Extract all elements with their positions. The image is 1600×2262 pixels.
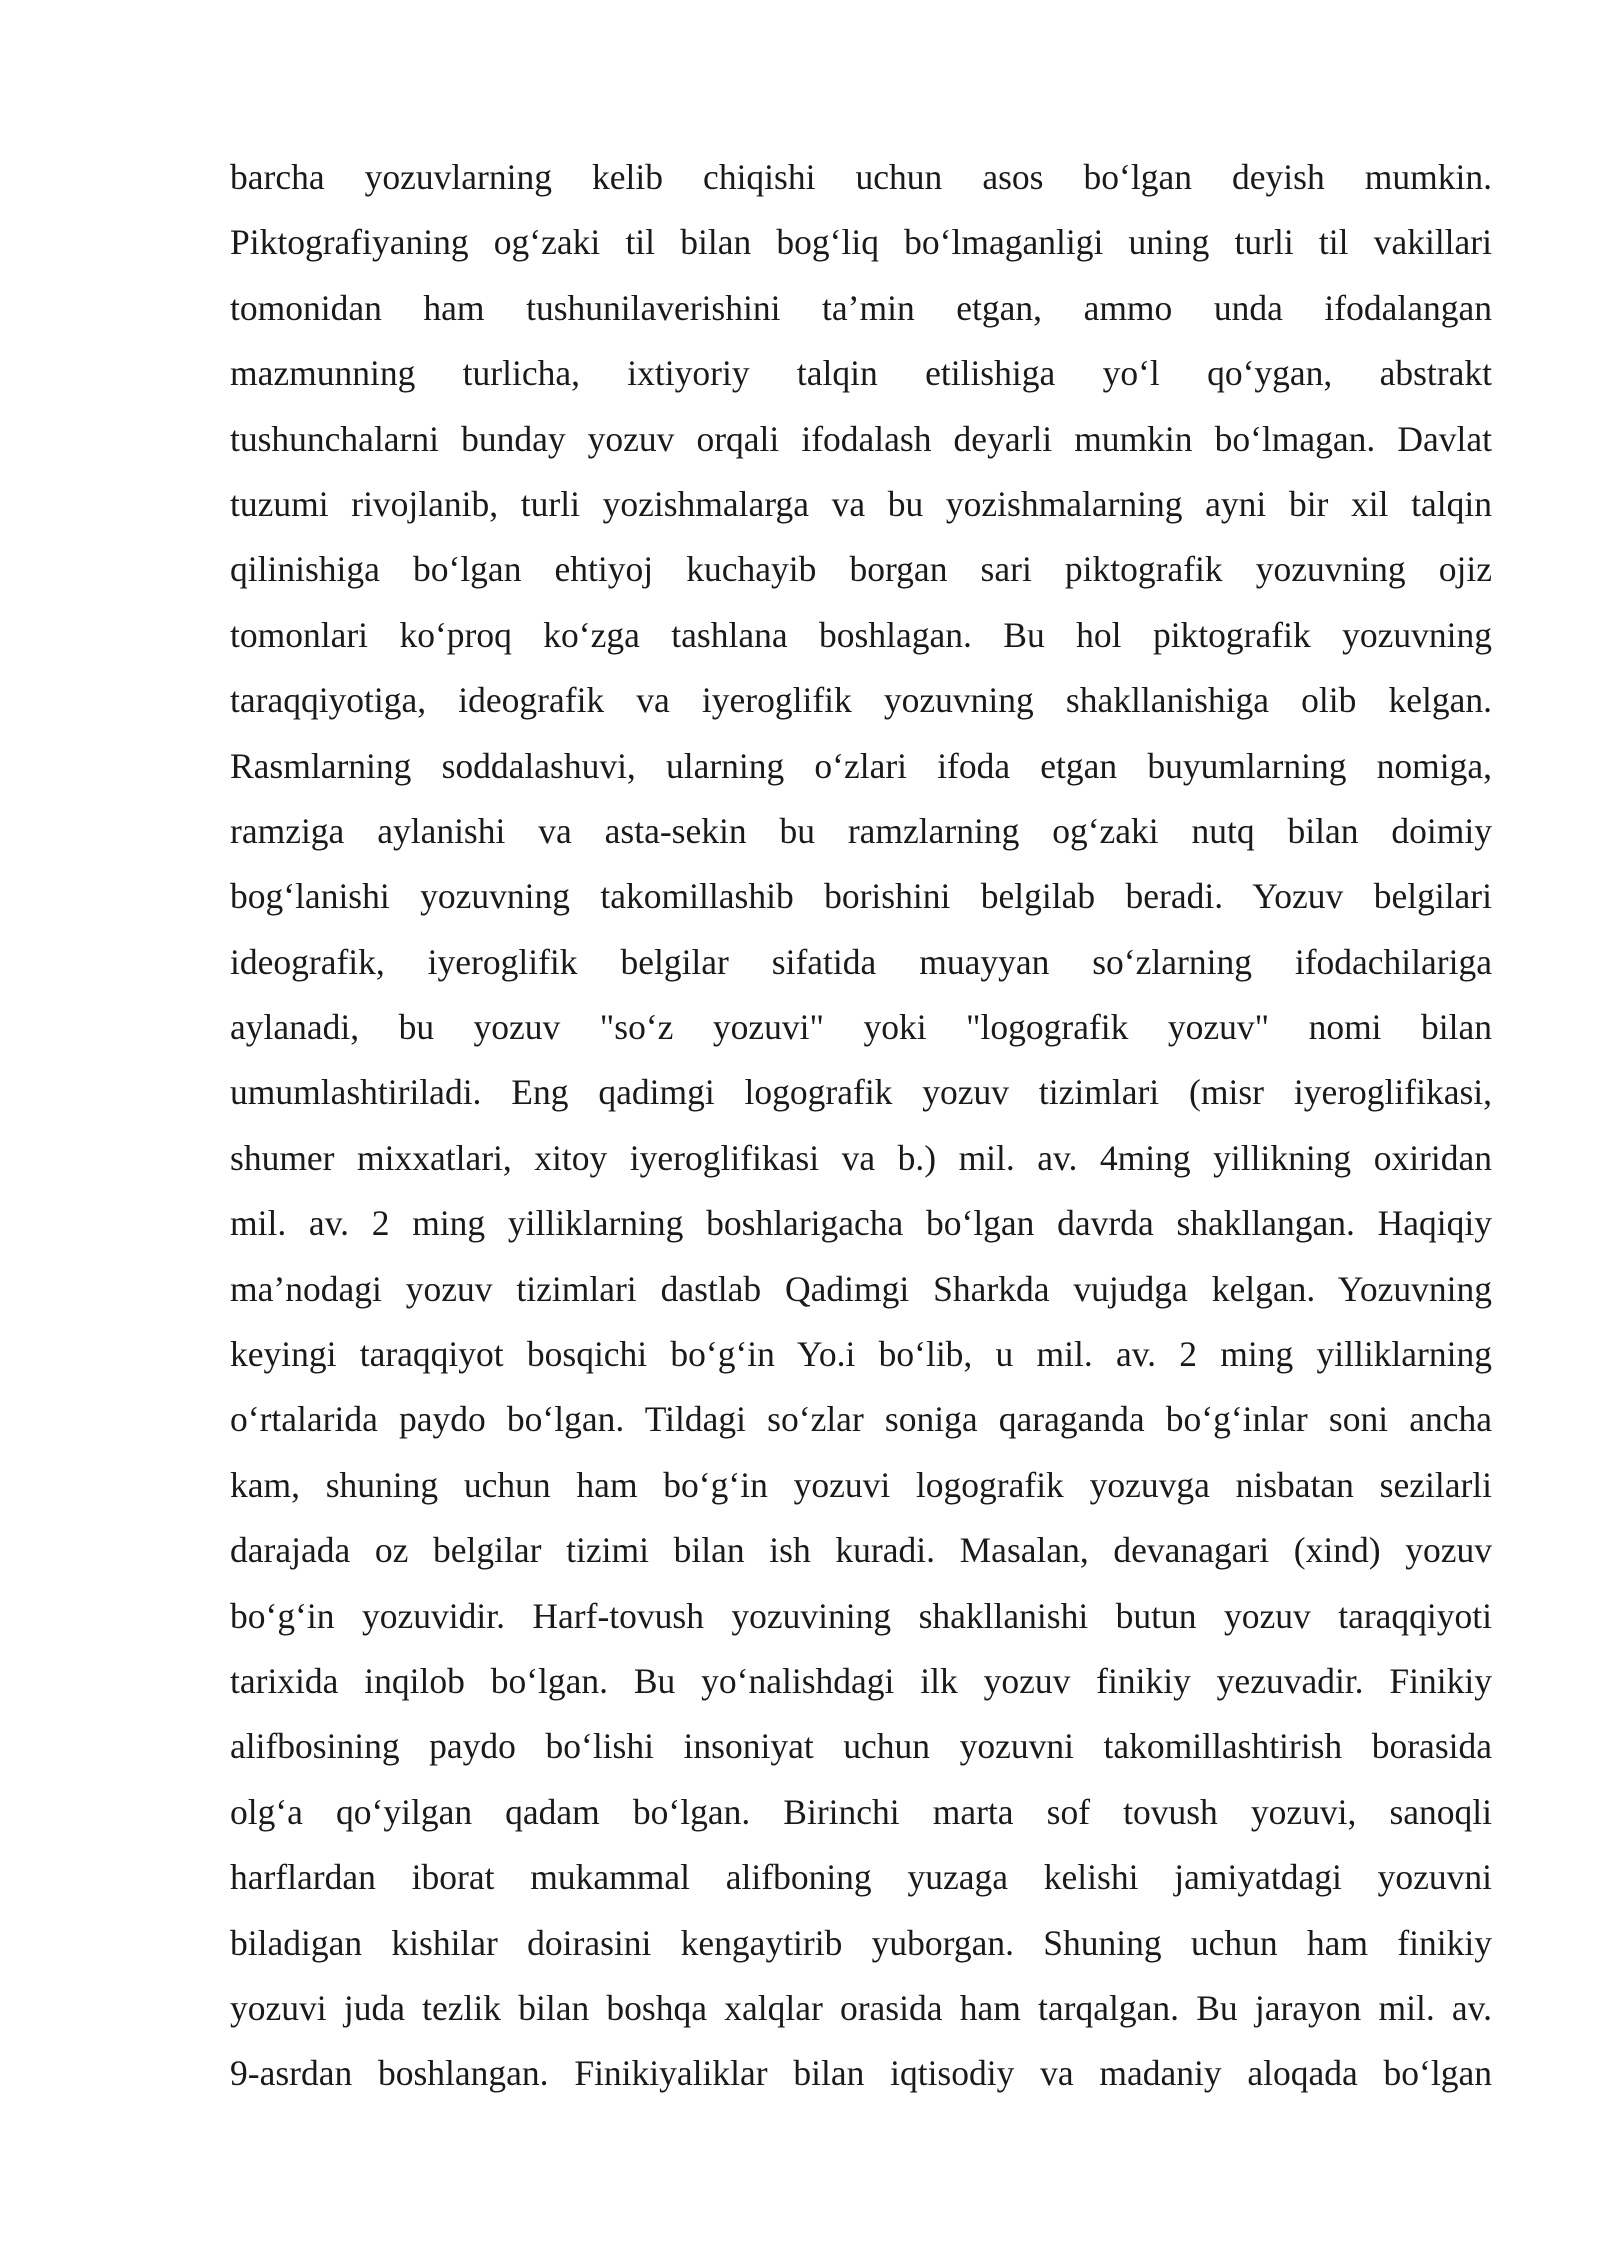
text-line: harflardan iborat mukammal alifboning yuzaga kelishi jamiyatdagi yozuvni [230,1857,1492,1898]
text-line: tomonlari ko‘proq ko‘zga tashlana boshlagan. Bu hol piktografik yozuvning [230,614,1492,655]
text-line: tuzumi rivojlanib, turli yozishmalarga va bu yozishmalarning ayni bir xil talqin [230,483,1492,524]
text-line: tushunchalarni bunday yozuv orqali ifodalash deyarli mumkin bo‘lmagan. Davlat [230,418,1492,459]
text-line: tomonidan ham tushunilaverishini ta’min etgan, ammo unda ifodalangan [230,287,1492,328]
text-line: 9-asrdan boshlangan. Finikiyaliklar bilan iqtisodiy va madaniy aloqada bo‘lgan [230,2053,1492,2094]
text-line: barcha yozuvlarning kelib chiqishi uchun asos bo‘lgan deyish mumkin. [230,157,1492,197]
text-line: keyingi taraqqiyot bosqichi bo‘g‘in Yo.i bo‘lib, u mil. av. 2 ming yilliklarning [230,1334,1492,1375]
text-line: ideografik, iyeroglifik belgilar sifatida muayyan so‘zlarning ifodachilariga [230,941,1492,982]
text-line: shumer mixxatlari, xitoy iyeroglifikasi va b.) mil. av. 4ming yillikning oxiridan [230,1137,1492,1178]
body-text [230,145,1492,2107]
text-line: tarixida inqilob bo‘lgan. Bu yo‘nalishdagi ilk yozuv finikiy yezuvadir. Finikiy [230,1660,1492,1701]
text-line: Rasmlarning soddalashuvi, ularning o‘zlari ifoda etgan buyumlarning nomiga, [230,745,1492,786]
text-line: darajada oz belgilar tizimi bilan ish kuradi. Masalan, devanagari (xind) yozuv [230,1530,1492,1571]
text-line: ramziga aylanishi va asta-sekin bu ramzlarning og‘zaki nutq bilan doimiy [230,810,1492,851]
text-line: kam, shuning uchun ham bo‘g‘in yozuvi logografik yozuvga nisbatan sezilarli [230,1464,1492,1505]
text-line: olg‘a qo‘yilgan qadam bo‘lgan. Birinchi marta sof tovush yozuvi, sanoqli [230,1791,1492,1832]
text-line: mil. av. 2 ming yilliklarning boshlarigacha bo‘lgan davrda shakllangan. Haqiqiy [230,1203,1492,1244]
text-line: alifbosining paydo bo‘lishi insoniyat uchun yozuvni takomillashtirish borasida [230,1726,1492,1767]
text-line: mazmunning turlicha, ixtiyoriy talqin etilishiga yo‘l qo‘ygan, abstrakt [230,353,1492,394]
text-line: aylanadi, bu yozuv "so‘z yozuvi" yoki "logografik yozuv" nomi bilan [230,1007,1492,1048]
text-line: yozuvi juda tezlik bilan boshqa xalqlar orasida ham tarqalgan. Bu jarayon mil. av. [230,1987,1492,2028]
text-line: bog‘lanishi yozuvning takomillashib borishini belgilab beradi. Yozuv belgilari [230,876,1492,917]
text-line: biladigan kishilar doirasini kengaytirib yuborgan. Shuning uchun ham finikiy [230,1922,1492,1963]
text-line: bo‘g‘in yozuvidir. Harf-tovush yozuvining shakllanishi butun yozuv taraqqiyoti [230,1595,1492,1636]
text-line: o‘rtalarida paydo bo‘lgan. Tildagi so‘zlar soniga qaraganda bo‘g‘inlar soni ancha [230,1399,1492,1440]
text-line: qilinishiga bo‘lgan ehtiyoj kuchayib borgan sari piktografik yozuvning ojiz [230,549,1492,590]
text-line: Piktografiyaning og‘zaki til bilan bog‘liq bo‘lmaganligi uning turli til vakillari [230,222,1492,263]
text-line: ma’nodagi yozuv tizimlari dastlab Qadimgi Sharkda vujudga kelgan. Yozuvning [230,1268,1492,1309]
text-line: umumlashtiriladi. Eng qadimgi logografik yozuv tizimlari (misr iyeroglifikasi, [230,1072,1492,1113]
text-line: taraqqiyotiga, ideografik va iyeroglifik yozuvning shakllanishiga olib kelgan. [230,680,1492,721]
